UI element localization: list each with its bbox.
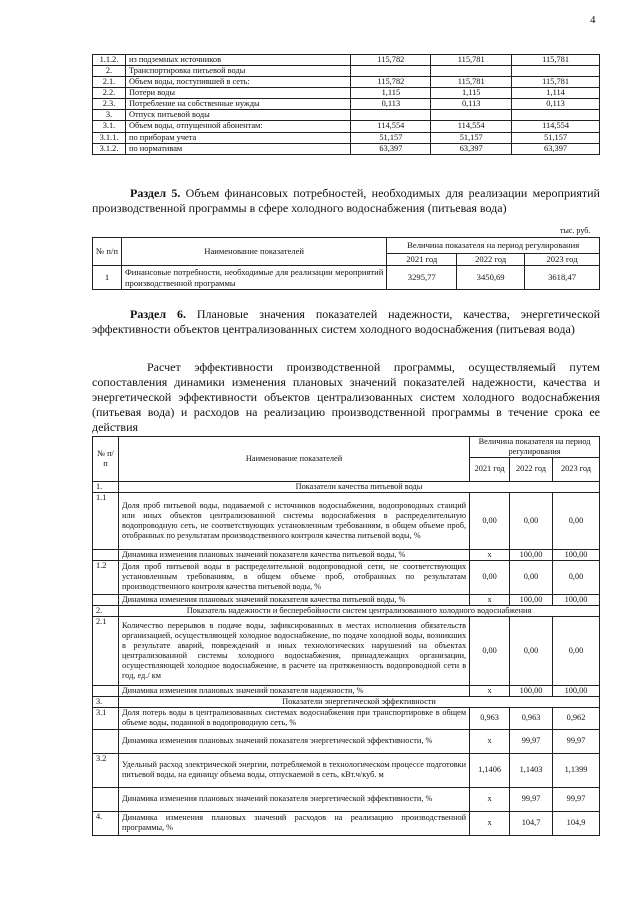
volume-row-num: 3.1.1. [93, 132, 126, 143]
section5-heading [92, 186, 600, 216]
efficiency-paragraph: Расчет эффективности производственной программы, осуществляемый путем сопоставления динамики изменения плановых значений показателей надежности, качества и энергетической эффективности объектов централизованных систем холодного водоснабжения (питьевая вода) и расходов на реализацию производственной программы в течение срока ее действия [92, 360, 600, 434]
volume-value-2021: 1,115 [351, 88, 431, 99]
row-num: 3.1 [93, 707, 119, 729]
finance-value-2022: 3450,69 [457, 266, 525, 290]
row-name: Динамика изменения плановых значений расходов на реализацию производственной программы, % [118, 811, 469, 835]
indicators-table [92, 436, 600, 836]
finance-value-2021: 3295,77 [387, 266, 457, 290]
volume-value-2021: 63,397 [351, 143, 431, 154]
volume-row-name: Потребление на собственные нужды [125, 99, 350, 110]
row-value-2022: 0,00 [510, 492, 553, 549]
volume-row-num: 3. [93, 110, 126, 121]
volume-row [93, 66, 600, 77]
volume-row-num: 2.3. [93, 99, 126, 110]
row-value-2021: 0,00 [470, 616, 510, 685]
volume-value-2023: 1,114 [512, 88, 600, 99]
row-value-2023: 0,00 [553, 560, 600, 594]
volume-row-num: 2.2. [93, 88, 126, 99]
row-num: 4. [93, 811, 119, 835]
volume-value-2022 [431, 66, 512, 77]
dynamics-value-2022: 99,97 [510, 787, 553, 811]
finance-year-2021: 2021 год [387, 254, 457, 266]
volume-value-2021: 115,782 [351, 55, 431, 66]
volume-row-name: Объем воды, поступившей в сеть: [125, 77, 350, 88]
volume-value-2023: 115,781 [512, 55, 600, 66]
volume-row [93, 77, 600, 88]
volume-row-num: 2. [93, 66, 126, 77]
row-name: Доля проб питьевой воды в распределительной водопроводной сети, не соответствующих установленным требованиям, в общем объеме проб, отобранных по результатам производственного контроля качества питьевой воды, % [118, 560, 469, 594]
volume-table-body [93, 55, 600, 155]
dynamics-value-2021: x [470, 787, 510, 811]
volume-value-2021: 0,113 [351, 99, 431, 110]
volume-value-2023: 114,554 [512, 121, 600, 132]
volume-value-2022: 0,113 [431, 99, 512, 110]
row-value-2022: 104,7 [510, 811, 553, 835]
volume-value-2022: 115,781 [431, 77, 512, 88]
row-value-2021: 0,00 [470, 560, 510, 594]
row-value-2021: x [470, 811, 510, 835]
row-value-2022: 0,963 [510, 707, 553, 729]
finance-row-name: Финансовые потребности, необходимые для реализации мероприятий производственной программы [121, 266, 386, 290]
row-value-2021: 0,963 [470, 707, 510, 729]
volume-row [93, 143, 600, 154]
volume-value-2023 [512, 66, 600, 77]
row-name: Количество перерывов в подаче воды, зафиксированных в местах исполнения обязательств организацией, осуществляющей холодное водоснабжение, по подаче холодной воды, возникших в результате аварий, повреждений и иных технологических нарушений на объектах централизованной системы холодного водоснабжения, принадлежащих организации, осуществляющей холодное водоснабжение, в расчете на протяженность водопроводной сети в год, ед./ км [118, 616, 469, 685]
dynamics-name: Динамика изменения плановых значений показателя энергетической эффективности, % [118, 729, 469, 753]
volume-value-2022: 51,157 [431, 132, 512, 143]
group-title: Показатель надежности и бесперебойности систем централизованного холодного водоснабжения [118, 605, 599, 616]
dynamics-value-2022: 100,00 [510, 594, 553, 605]
row-name: Удельный расход электрической энергии, потребляемой в технологическом процессе подготовки питьевой воды, на единицу объема воды, отпускаемой в сеть, кВт.ч/куб. м [118, 753, 469, 787]
row-value-2023: 1,1399 [553, 753, 600, 787]
section6-text: Плановые значения показателей надежности, качества, энергетической эффективности объектов централизованных систем холодного водоснабжения (питьевая вода) [92, 307, 600, 336]
indicators-year-2022: 2022 год [510, 457, 553, 481]
finance-header-num: № п/п [93, 238, 122, 266]
finance-row-num: 1 [93, 266, 122, 290]
row-value-2023: 0,962 [553, 707, 600, 729]
unit-label: тыс. руб. [560, 226, 591, 235]
volume-row [93, 132, 600, 143]
dynamics-name: Динамика изменения плановых значений показателя надежности, % [118, 685, 469, 696]
volume-value-2023: 51,157 [512, 132, 600, 143]
dynamics-name: Динамика изменения плановых значений показателя качества питьевой воды, % [118, 594, 469, 605]
dynamics-value-2023: 99,97 [553, 729, 600, 753]
volume-value-2023: 0,113 [512, 99, 600, 110]
section5-label: Раздел 5. [130, 186, 181, 200]
group-num: 1. [93, 481, 119, 492]
volume-value-2022 [431, 110, 512, 121]
indicators-header-period: Величина показателя на период регулирования [470, 437, 600, 458]
row-value-2023: 0,00 [553, 492, 600, 549]
dynamics-value-2022: 99,97 [510, 729, 553, 753]
dynamics-value-2021: x [470, 729, 510, 753]
group-title: Показатели энергетической эффективности [118, 696, 599, 707]
volume-row [93, 110, 600, 121]
volume-row-num: 2.1. [93, 77, 126, 88]
volume-value-2021: 51,157 [351, 132, 431, 143]
finance-table [92, 237, 600, 290]
dynamics-name: Динамика изменения плановых значений показателя качества питьевой воды, % [118, 549, 469, 560]
finance-year-2022: 2022 год [457, 254, 525, 266]
volume-row-num: 3.1.2. [93, 143, 126, 154]
dynamics-value-2021: x [470, 549, 510, 560]
row-num: 1.1 [93, 492, 119, 549]
volume-row [93, 99, 600, 110]
indicators-year-2023: 2023 год [553, 457, 600, 481]
finance-header-period: Величина показателя на период регулирования [387, 238, 600, 254]
volume-value-2022: 1,115 [431, 88, 512, 99]
volume-table [92, 54, 600, 155]
dynamics-value-2023: 100,00 [553, 549, 600, 560]
finance-value-2023: 3618,47 [525, 266, 600, 290]
volume-row-name: из подземных источников [125, 55, 350, 66]
indicators-header-name: Наименование показателей [118, 437, 469, 482]
volume-row-name: Отпуск питьевой воды [125, 110, 350, 121]
dynamics-value-2023: 100,00 [553, 685, 600, 696]
row-name: Доля потерь воды в централизованных системах водоснабжения при транспортировке в общем объеме воды, поданной в водопроводную сеть, % [118, 707, 469, 729]
volume-value-2022: 63,397 [431, 143, 512, 154]
volume-row-name: Потери воды [125, 88, 350, 99]
volume-value-2021 [351, 110, 431, 121]
section6-label: Раздел 6. [130, 307, 186, 321]
section5-text: Объем финансовых потребностей, необходимых для реализации мероприятий производственной программы в сфере холодного водоснабжения (питьевая вода) [92, 186, 600, 215]
page-number: 4 [590, 14, 596, 26]
group-title: Показатели качества питьевой воды [118, 481, 599, 492]
volume-value-2022: 115,781 [431, 55, 512, 66]
row-num: 3.2 [93, 753, 119, 787]
dynamics-name: Динамика изменения плановых значений показателя энергетической эффективности, % [118, 787, 469, 811]
volume-row [93, 88, 600, 99]
row-value-2022: 0,00 [510, 560, 553, 594]
dynamics-value-2023: 99,97 [553, 787, 600, 811]
row-num: 2.1 [93, 616, 119, 685]
volume-value-2022: 114,554 [431, 121, 512, 132]
row-value-2022: 0,00 [510, 616, 553, 685]
row-value-2021: 1,1406 [470, 753, 510, 787]
finance-year-2023: 2023 год [525, 254, 600, 266]
dynamics-value-2021: x [470, 594, 510, 605]
volume-value-2021 [351, 66, 431, 77]
row-num: 1.2 [93, 560, 119, 594]
volume-value-2023 [512, 110, 600, 121]
group-num: 3. [93, 696, 119, 707]
dynamics-value-2022: 100,00 [510, 685, 553, 696]
row-value-2023: 0,00 [553, 616, 600, 685]
volume-value-2021: 115,782 [351, 77, 431, 88]
row-value-2021: 0,00 [470, 492, 510, 549]
volume-row [93, 55, 600, 66]
finance-header-name: Наименование показателей [121, 238, 386, 266]
indicators-header-num: № п/п [93, 437, 119, 482]
group-num: 2. [93, 605, 119, 616]
volume-row-name: по нормативам [125, 143, 350, 154]
row-value-2023: 104,9 [553, 811, 600, 835]
volume-row-name: Транспортировка питьевой воды [125, 66, 350, 77]
volume-value-2023: 115,781 [512, 77, 600, 88]
indicators-year-2021: 2021 год [470, 457, 510, 481]
volume-row-num: 3.1. [93, 121, 126, 132]
row-name: Доля проб питьевой воды, подаваемой с источников водоснабжения, водопроводных станций или иных объектов централизованной системы водоснабжения в распределительную водопроводную сеть, не соответствующих установленным требованиям, в общем объеме проб, отобранных по результатам производственного контроля качества питьевой воды, % [118, 492, 469, 549]
dynamics-value-2023: 100,00 [553, 594, 600, 605]
dynamics-value-2022: 100,00 [510, 549, 553, 560]
volume-value-2021: 114,554 [351, 121, 431, 132]
section6-heading [92, 307, 600, 337]
volume-row-num: 1.1.2. [93, 55, 126, 66]
volume-row-name: Объем воды, отпущенной абонентам: [125, 121, 350, 132]
row-value-2022: 1,1403 [510, 753, 553, 787]
volume-row [93, 121, 600, 132]
volume-value-2023: 63,397 [512, 143, 600, 154]
dynamics-value-2021: x [470, 685, 510, 696]
volume-row-name: по приборам учета [125, 132, 350, 143]
